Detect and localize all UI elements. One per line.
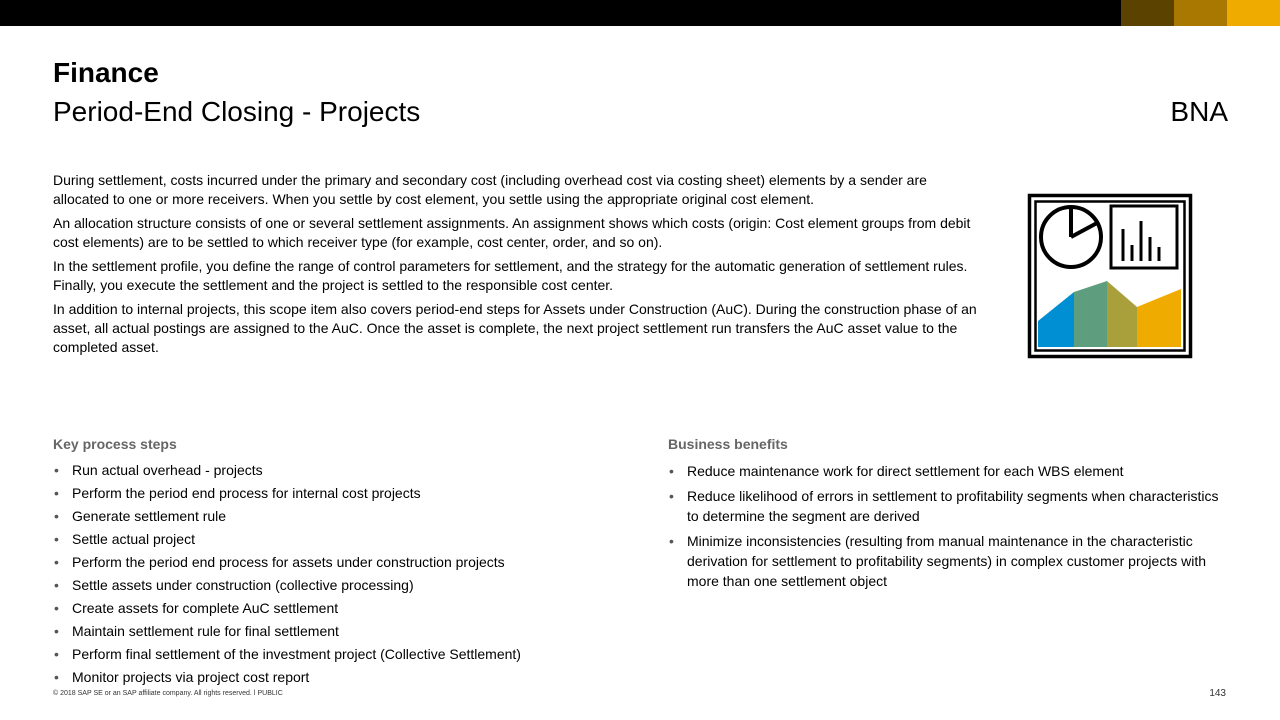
list-item: • Reduce likelihood of errors in settlement to profitability segments when characteristics to determine the segment are derived <box>668 486 1228 526</box>
page-title: Finance <box>53 57 159 88</box>
copyright-footer: © 2018 SAP SE or an SAP affiliate company. All rights reserved. ǀ PUBLIC <box>53 690 283 697</box>
list-item: • Perform the period end process for internal cost projects <box>53 484 643 503</box>
list-item: • Perform the period end process for assets under construction projects <box>53 553 643 572</box>
list-item: • Settle assets under construction (collective processing) <box>53 576 643 595</box>
list-item: • Generate settlement rule <box>53 507 643 526</box>
scope-item-code: BNA <box>1170 96 1228 127</box>
page-subtitle: Period-End Closing - Projects <box>53 96 421 127</box>
intro-paragraph: An allocation structure consists of one or several settlement assignments. An assignment shows which costs (origin: Cost element groups from debit cost elements) are to be settled to which receiver type (for example, cost center, order, and so on). <box>53 215 971 250</box>
business-benefits-heading: Business benefits <box>668 436 788 452</box>
intro-text <box>53 171 978 362</box>
intro-paragraph: In the settlement profile, you define the range of control parameters for settlement, and the strategy for the automatic generation of settlement rules. Finally, you execute the settlement and the project is settled to the responsible cost center. <box>53 258 968 293</box>
list-item: • Monitor projects via project cost report <box>53 668 643 687</box>
list-item: • Minimize inconsistencies (resulting from manual maintenance in the characteristic derivation for settlement to profitability segments) in complex customer projects with more than one settlement object <box>668 531 1228 591</box>
business-benefits-list <box>668 461 1228 596</box>
list-item: • Perform final settlement of the investment project (Collective Settlement) <box>53 645 643 664</box>
intro-paragraph: During settlement, costs incurred under the primary and secondary cost (including overhead cost via costing sheet) elements by a sender are allocated to one or more receivers. When you settle by cost element, you settle using the appropriate original cost element. <box>53 172 927 207</box>
list-item: • Settle actual project <box>53 530 643 549</box>
top-bar <box>0 0 1280 26</box>
top-bar-accent-mid <box>1174 0 1227 26</box>
top-bar-accent-dark <box>1121 0 1174 26</box>
key-steps-list <box>53 461 643 691</box>
list-item: • Create assets for complete AuC settlement <box>53 599 643 618</box>
page-number: 143 <box>1209 688 1226 699</box>
key-steps-heading: Key process steps <box>53 436 177 452</box>
top-bar-accent-light <box>1227 0 1280 26</box>
list-item: • Maintain settlement rule for final settlement <box>53 622 643 641</box>
list-item: • Run actual overhead - projects <box>53 461 643 480</box>
analytics-dashboard-icon <box>1027 193 1193 359</box>
list-item: • Reduce maintenance work for direct settlement for each WBS element <box>668 461 1228 481</box>
intro-paragraph: In addition to internal projects, this scope item also covers period-end steps for Assets under Construction (AuC). During the construction phase of an asset, all actual postings are assigned to the AuC. Once the asset is complete, the next project settlement run transfers the AuC asset value to the completed asset. <box>53 301 977 355</box>
